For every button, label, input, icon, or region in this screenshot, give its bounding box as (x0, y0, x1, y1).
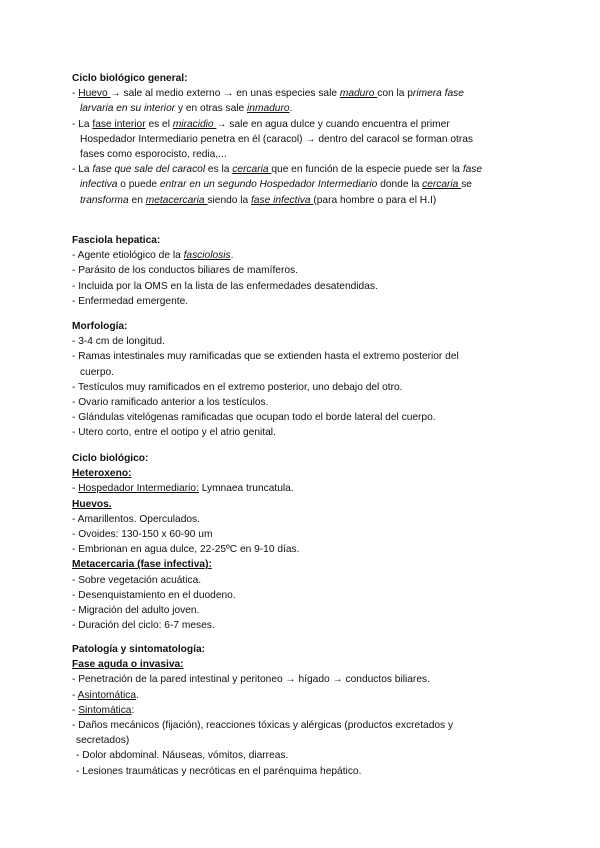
paragraph-line: - Huevo → sale al medio externo → en unas especies sale maduro con la primera fase (72, 88, 464, 100)
paragraph-line: infectiva o puede entrar en un segundo Hospedador Intermediario donde la cercaria se (80, 179, 472, 191)
list-item: - Utero corto, entre el ootipo y el atrio genital. (72, 427, 276, 439)
list-item: - Asintomática. (72, 689, 139, 701)
paragraph-line: fases como esporocisto, redia,... (80, 148, 227, 160)
section-morfologia (72, 319, 532, 441)
section-title: Ciclo biológico general: (72, 73, 188, 84)
paragraph-line: Hospedador Intermediario penetra en él (caracol) → dentro del caracol se forman otras (80, 133, 473, 145)
list-item: secretados) (76, 735, 130, 747)
paragraph-line: - La fase que sale del caracol es la cercaria que en función de la especie puede ser la fase (72, 164, 483, 176)
section-title: Patología y sintomatología: (72, 644, 206, 655)
list-item: - Embrionan en agua dulce, 22-25ºC en 9-10 días. (72, 544, 300, 556)
list-item: cuerpo. (80, 366, 114, 378)
list-item: - Hospedador Intermediario: Lymnaea truncatula. (72, 483, 294, 495)
list-item: - Ovoides: 130-150 x 60-90 um (72, 528, 213, 540)
section-patologia (72, 642, 532, 779)
section-ciclo-biologico (72, 451, 532, 633)
list-item: - Parásito de los conductos biliares de mamíferos. (72, 265, 298, 277)
list-item: - Ramas intestinales muy ramificadas que se extienden hasta el extremo posterior del (72, 351, 459, 363)
subsection-title: Fase aguda o invasiva: (72, 659, 184, 671)
list-item: - 3-4 cm de longitud. (72, 336, 165, 348)
list-item: - Glándulas vitelógenas ramificadas que ocupan todo el borde lateral del cuerpo. (72, 412, 436, 424)
list-item: - Daños mecánicos (fijación), reacciones tóxicas y alérgicas (productos excretados y (72, 719, 454, 731)
paragraph-line: larvaria en su interior y en otras sale inmaduro. (80, 103, 293, 115)
list-item: - Dolor abdominal. Náuseas, vómitos, diarreas. (76, 750, 289, 762)
subsection-title: Metacercaria (fase infectiva): (72, 559, 212, 571)
list-item: - Desenquistamiento en el duodeno. (72, 589, 236, 601)
paragraph-line: - La fase interior es el miracidio → sale en agua dulce y cuando encuentra el primer (72, 118, 450, 130)
list-item: - Incluida por la OMS en la lista de las enfermedades desatendidas. (72, 280, 378, 292)
list-item: - Testículos muy ramificados en el extremo posterior, uno debajo del otro. (72, 381, 403, 393)
section-title: Morfología: (72, 321, 128, 332)
list-item: - Lesiones traumáticas y necróticas en el parénquima hepático. (76, 765, 362, 777)
list-item: - Penetración de la pared intestinal y peritoneo → hígado → conductos biliares. (72, 674, 430, 686)
paragraph-line: transforma en metacercaria siendo la fase infectiva (para hombre o para el H.I) (80, 194, 437, 206)
list-item: - Enfermedad emergente. (72, 295, 189, 307)
section-title: Fasciola hepatica: (72, 235, 161, 246)
list-item: - Duración del ciclo: 6-7 meses. (72, 620, 215, 632)
list-item: - Migración del adulto joven. (72, 604, 200, 616)
list-item: - Sobre vegetación acuática. (72, 574, 202, 586)
list-item: - Sintomática: (72, 704, 135, 716)
subsection-title: Heteroxeno: (72, 468, 132, 480)
list-item: - Amarillentos. Operculados. (72, 513, 200, 525)
subsection-title: Huevos. (72, 498, 112, 510)
list-item: - Ovario ramificado anterior a los testículos. (72, 396, 269, 408)
list-item: - Agente etiológico de la fasciolosis. (72, 250, 234, 262)
section-fasciola (72, 233, 532, 309)
section-title: Ciclo biológico: (72, 453, 149, 464)
section-ciclo-general (72, 71, 532, 208)
